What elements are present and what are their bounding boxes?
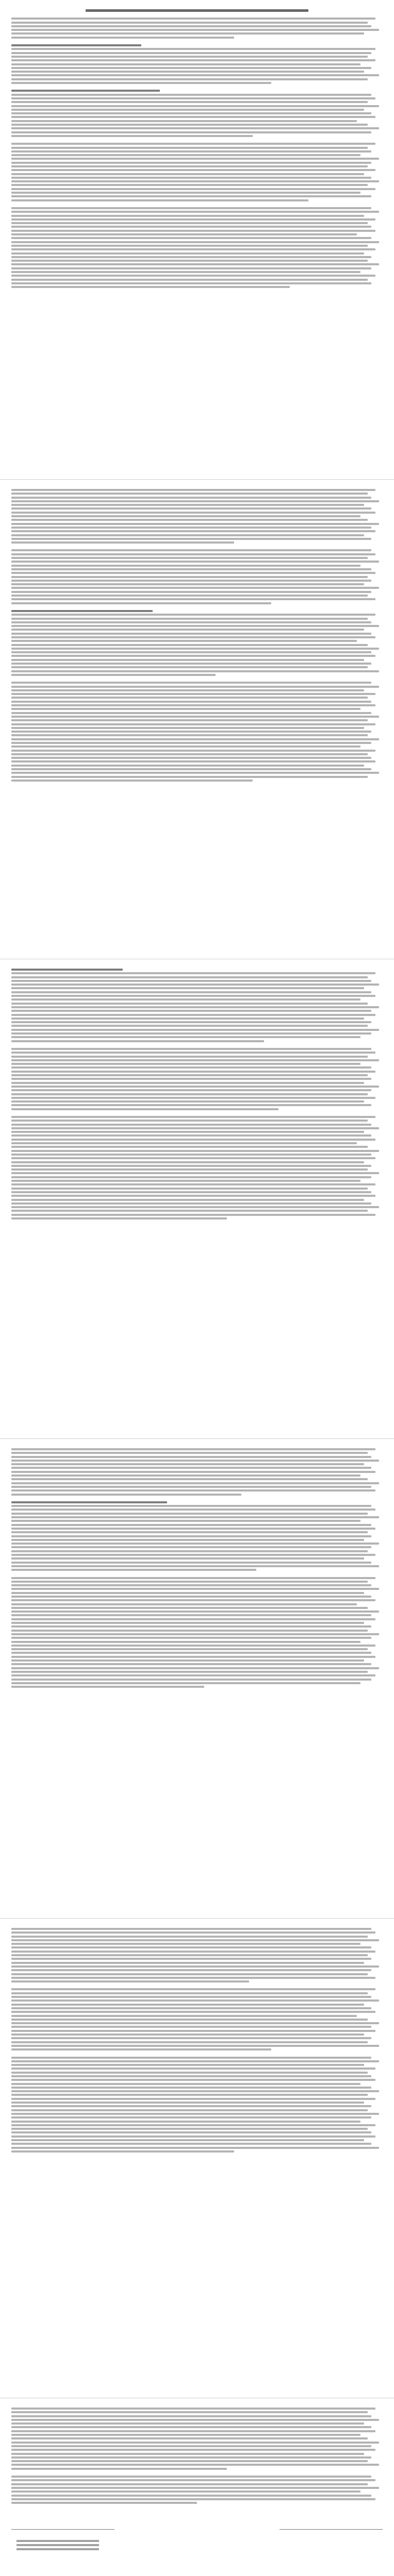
attachment-item xyxy=(17,2540,99,2542)
page-body xyxy=(11,969,383,1219)
page-body xyxy=(11,489,383,782)
signature-line xyxy=(280,2529,383,2530)
attachments-list xyxy=(11,2535,383,2550)
party-name xyxy=(280,2511,383,2516)
page xyxy=(0,1439,394,1918)
signature-line xyxy=(11,2529,114,2530)
party-name xyxy=(11,2511,114,2516)
attachments-title xyxy=(11,2535,383,2540)
signature-party-left xyxy=(11,2511,114,2530)
signature-party-right xyxy=(280,2511,383,2530)
page xyxy=(0,1919,394,2398)
page xyxy=(0,959,394,1438)
page-body xyxy=(11,1448,383,1688)
page xyxy=(0,2398,394,2576)
page xyxy=(0,0,394,479)
page-body xyxy=(11,18,383,288)
page-body xyxy=(11,2408,383,2504)
attachment-item xyxy=(17,2548,99,2550)
page-body xyxy=(11,1928,383,2153)
signature-block xyxy=(11,2511,383,2530)
page xyxy=(0,480,394,959)
attachment-item xyxy=(17,2544,99,2546)
document-title xyxy=(86,9,308,12)
